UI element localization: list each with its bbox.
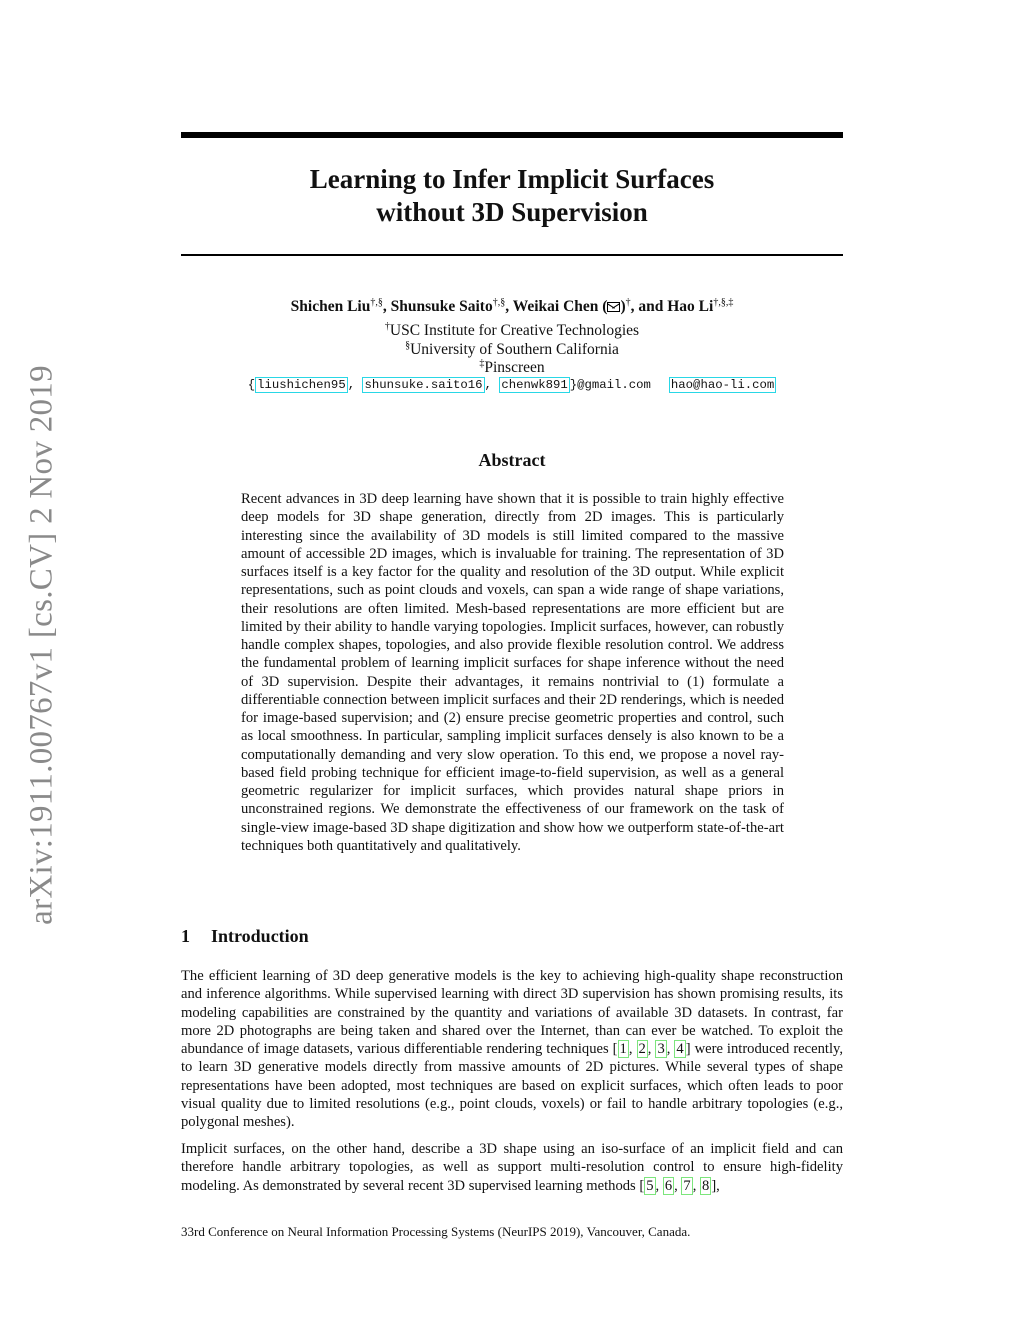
email-link-liushichen[interactable]: liushichen95: [257, 378, 346, 392]
author-name: Weikai Chen: [512, 298, 599, 316]
author-list: Shichen Liu†,§, Shunsuke Saito†,§, Weikai Chen ( )†, and Hao Li†,§,‡: [290, 297, 734, 316]
author-name: Hao Li: [667, 298, 714, 316]
title-bottom-rule: [181, 254, 843, 256]
citation-link[interactable]: 2: [638, 1041, 646, 1057]
section-title: Introduction: [211, 926, 309, 946]
conference-footnote: 33rd Conference on Neural Information Processing Systems (NeurIPS 2019), Vancouver, Canada.: [181, 1224, 691, 1239]
affiliation-mark: †: [384, 321, 390, 332]
email-domain: }@gmail.com: [569, 378, 651, 392]
affiliation-mark: ‡: [479, 358, 485, 369]
paragraph-text: The efficient learning of 3D deep generative models is the key to achieving high-quality shape reconstruction and inference algorithms. While supervised learning with direct 3D supervision has shown promising results, its modeling capabilities are constrained by the quantity and variations of available 3D datasets. In contrast, far more 2D photographs are being taken and shared over the Internet, than can ever be watched. To exploit the abundance of image datasets, various differentiable rendering techniques [: [181, 968, 843, 1057]
author-name: Shichen Liu: [290, 298, 371, 316]
title-line-2: without 3D Supervision: [376, 197, 648, 227]
email-line: { liushichen95 , shunsuke.saito16 , chenwk891 }@gmail.com hao@hao-li.com: [247, 378, 775, 392]
affiliation-mark: §: [405, 340, 411, 351]
author-separator: ,: [505, 298, 513, 316]
arxiv-identifier: arXiv:1911.00767v1 [cs.CV] 2 Nov 2019: [23, 365, 60, 925]
email-link-chen[interactable]: chenwk891: [501, 378, 568, 392]
affiliation: [181, 340, 843, 359]
affiliation-text: USC Institute for Creative Technologies: [389, 322, 640, 340]
intro-paragraph-2: Implicit surfaces, on the other hand, describe a 3D shape using an iso-surface of an implicit field and can therefore handle arbitrary topologies, as well as support multi-resolution control to ensure high-fidelity modeling. As demonstrated by several recent 3D supervised learning methods [ 5 , 6 , 7 , 8 ],: [181, 1141, 843, 1194]
citation-link[interactable]: 8: [702, 1177, 710, 1194]
citation-link[interactable]: 5: [646, 1177, 654, 1194]
author-marks: †,§: [492, 297, 506, 308]
citation-link[interactable]: 7: [683, 1177, 691, 1194]
paragraph-text: ] were introduced recently, to learn 3D generative models directly from massive amounts of 2D pictures. While several types of shape representations have been adopted, most techniques are based on explicit surfaces, which often leads to poor visual quality due to limited resolutions (e.g., point clouds, voxels) or fail to handle arbitrary topologies (e.g., polygonal meshes).: [181, 1041, 844, 1130]
abstract-heading: Abstract: [478, 450, 546, 470]
affiliation-text: Pinscreen: [484, 359, 545, 377]
citation-link[interactable]: 3: [657, 1041, 665, 1057]
author-marks: †: [625, 297, 631, 308]
section-heading-introduction: [181, 926, 309, 947]
paragraph-text: ],: [711, 1177, 720, 1194]
brace: {: [247, 378, 256, 392]
email-link-haoli[interactable]: hao@hao-li.com: [670, 378, 775, 392]
author-marks: †,§,‡: [713, 297, 734, 308]
envelope-icon: [607, 302, 620, 312]
affiliation: [181, 358, 843, 377]
email-link-saito[interactable]: shunsuke.saito16: [364, 378, 483, 392]
author-separator: , and: [630, 298, 668, 316]
citation-link[interactable]: 4: [676, 1041, 684, 1057]
citation-link[interactable]: 1: [619, 1041, 627, 1057]
author-name: Shunsuke Saito: [390, 298, 493, 316]
title-line-1: Learning to Infer Implicit Surfaces: [309, 164, 715, 194]
author-marks: †,§: [370, 297, 383, 308]
affiliation-text: University of Southern California: [410, 341, 619, 359]
citation-link[interactable]: 6: [664, 1177, 673, 1194]
paragraph-text: Implicit surfaces, on the other hand, describe a 3D shape using an iso-surface of an implicit field and can therefore handle arbitrary topologies, as well as support multi-resolution control to ensure high-fidelity modeling. As demonstrated by several recent 3D supervised learning methods [: [181, 1141, 843, 1194]
abstract-text: Recent advances in 3D deep learning have shown that it is possible to train highly effective deep models for 3D shape generation, directly from 2D images. This is particularly interesting since the availability of 3D models is still limited compared to the massive amount of accessible 2D images, which is invaluable for training. The representation of 3D surfaces itself is a key factor for the quality and resolution of the 3D output. While explicit representations, such as point clouds and voxels, can span a wide range of shape variations, their resolutions are often limited. Mesh-based representations are more efficient but are limited by their ability to handle varying topologies. Implicit surfaces, however, can robustly handle complex shapes, topologies, and also provide flexible resolution control. We address the fundamental problem of learning implicit surfaces for shape inference without the need of 3D supervision. Despite their advantages, it remains nontrivial to (1) formulate a differentiable connection between implicit surfaces and their 2D renderings, which is needed for image-based supervision; and (2) ensure precise geometric properties and control, such as local smoothness. In particular, sampling implicit surfaces densely is also known to be a computationally demanding and very slow operation. To this end, we propose a novel ray-based field probing technique for efficient image-to-field supervision, as well as a general geometric regularizer for implicit surfaces, which provides natural shape priors in unconstrained regions. We demonstrate the effectiveness of our framework on the task of single-view image-based 3D shape digitization and show how we outperform state-of-the-art techniques both quantitatively and qualitatively.: [241, 491, 784, 854]
paper-title: [181, 163, 843, 229]
intro-paragraph-1: The efficient learning of 3D deep generative models is the key to achieving high-quality shape reconstruction and inference algorithms. While supervised learning with direct 3D supervision has shown promising results, its modeling capabilities are constrained by the quantity and variations of available 3D datasets. In contrast, far more 2D photographs are being taken and shared over the Internet, than can ever be watched. To exploit the abundance of image datasets, various differentiable rendering techniques [ 1 , 2 , 3 , 4 ] were introduced recently, to learn 3D generative models directly from massive amounts of 2D pictures. While several types of shape representations have been adopted, most techniques are based on explicit surfaces, which often leads to poor visual quality due to limited resolutions (e.g., point clouds, voxels) or fail to handle arbitrary topologies (e.g., polygonal meshes).: [181, 968, 844, 1130]
title-top-rule: [181, 132, 843, 138]
author-separator: ,: [382, 298, 391, 316]
affiliation: [181, 321, 843, 340]
section-number: 1: [181, 926, 190, 946]
